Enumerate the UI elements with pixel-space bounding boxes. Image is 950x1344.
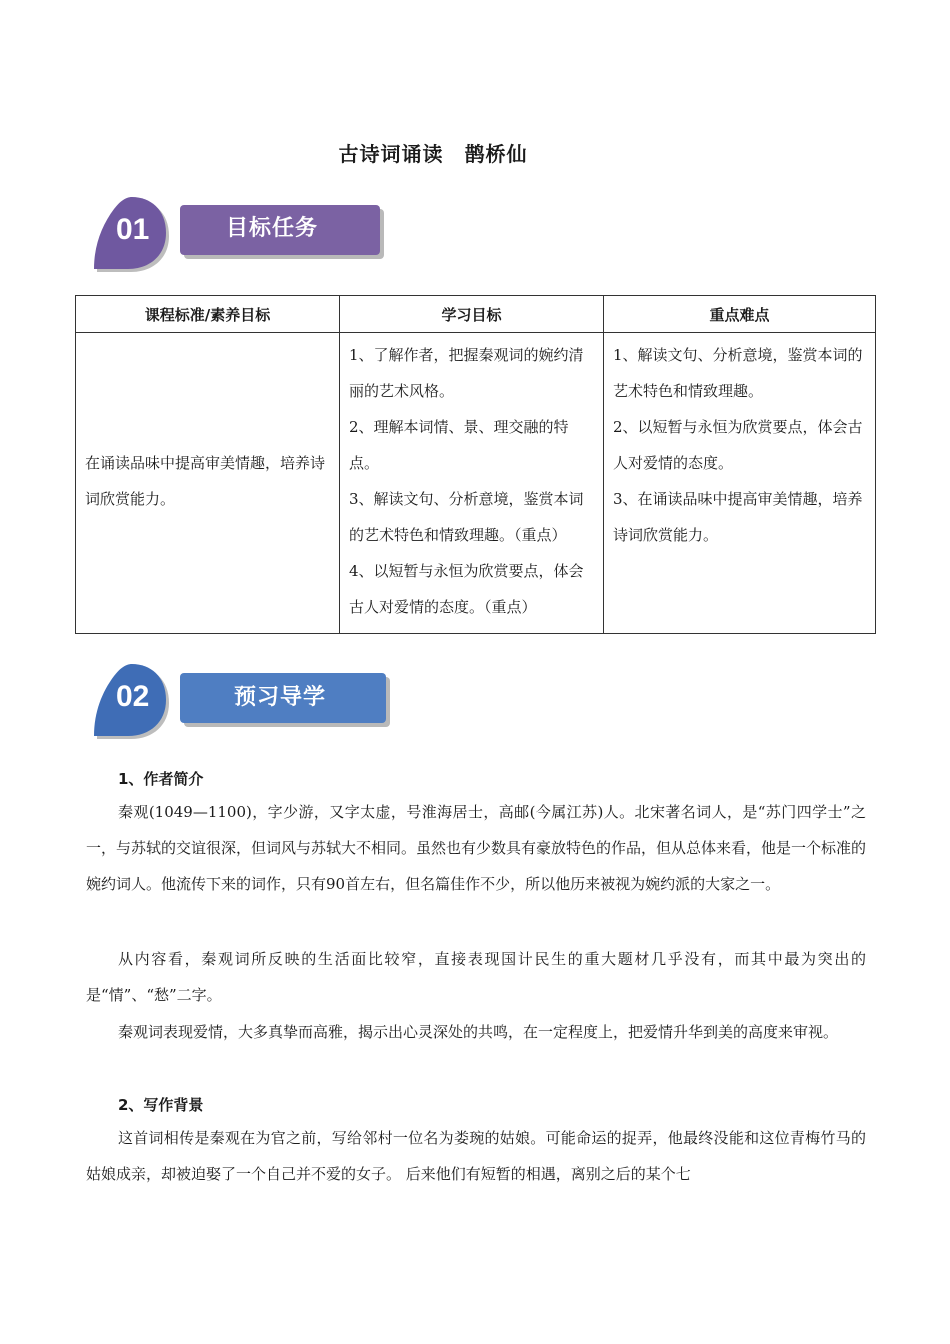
section-banner-goals xyxy=(88,193,408,273)
page-title: 古诗词诵读 鹊桥仙 xyxy=(338,142,528,166)
paragraph-author-bio: 秦观(1049—1100)，字少游，又字太虚，号淮海居士，高邮(今属江苏)人。北宋著名词人，是“苏门四学士”之一，与苏轼的交谊很深，但词风与苏轼大不相同。虽然也有少数具有豪放特色的作品，但从总体来看，他是一个标准的婉约词人。他流传下来的词作，只有90首左右，但名篇佳作不少，所以他历来被视为婉约派的大家之一。 xyxy=(86,803,867,893)
paragraph-background: 这首词相传是秦观在为官之前，写给邻村一位名为娄琬的姑娘。可能命运的捉弄，他最终没能和这位青梅竹马的姑娘成亲，却被迫娶了一个自己并不爱的女子。 后来他们有短暂的相遇，离别之后的某个七 xyxy=(86,1129,866,1183)
section-label: 目标任务 xyxy=(226,216,319,241)
goals-table xyxy=(75,295,876,634)
key-point-item: 2、以短暂与永恒为欣赏要点，体会古人对爱情的态度。 xyxy=(613,418,863,472)
paragraph-love-theme: 秦观词表现爱情，大多真挚而高雅，揭示出心灵深处的共鸣，在一定程度上，把爱情升华到美的高度来审视。 xyxy=(118,1023,839,1041)
goal-item: 1、了解作者，把握秦观词的婉约清丽的艺术风格。 xyxy=(349,346,584,400)
header-standard: 课程标准/素养目标 xyxy=(76,296,340,333)
key-point-item: 1、解读文句、分析意境，鉴赏本词的艺术特色和情致理趣。 xyxy=(613,346,863,400)
paragraph-content-scope: 从内容看，秦观词所反映的生活面比较窄，直接表现国计民生的重大题材几乎没有，而其中最为突出的是“情”、“愁”二字。 xyxy=(86,950,866,1004)
cell-key-points xyxy=(604,333,876,634)
section-number: 01 xyxy=(116,213,150,246)
section-number: 02 xyxy=(116,680,150,713)
goal-item: 3、解读文句、分析意境，鉴赏本词的艺术特色和情致理趣。（重点） xyxy=(349,490,584,544)
section-label: 预习导学 xyxy=(234,685,327,710)
goal-item: 2、理解本词情、景、理交融的特点。 xyxy=(349,418,569,472)
table-row xyxy=(76,333,876,634)
cell-standard: 在诵读品味中提高审美情趣，培养诗词欣赏能力。 xyxy=(76,333,340,634)
section-banner-preview xyxy=(88,660,408,740)
heading-background: 2、写作背景 xyxy=(118,1096,204,1114)
cell-learning-goals xyxy=(340,333,604,634)
heading-author-intro: 1、作者简介 xyxy=(118,770,204,788)
header-learning-goals: 学习目标 xyxy=(340,296,604,333)
header-key-points: 重点难点 xyxy=(604,296,876,333)
table-header-row xyxy=(76,296,876,333)
goal-item: 4、以短暂与永恒为欣赏要点，体会古人对爱情的态度。（重点） xyxy=(349,562,584,616)
key-point-item: 3、在诵读品味中提高审美情趣，培养诗词欣赏能力。 xyxy=(613,490,863,544)
